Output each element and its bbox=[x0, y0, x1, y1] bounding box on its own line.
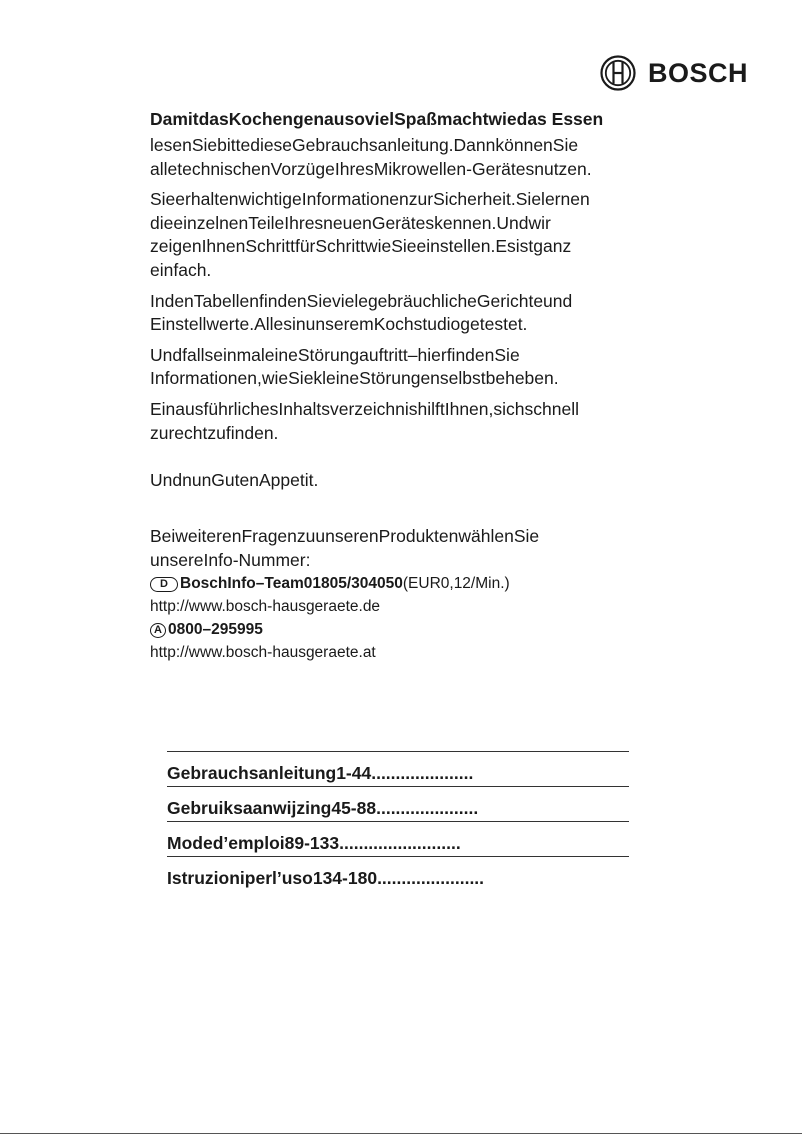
toc-entry-german[interactable]: Gebrauchsanleitung1-44..................... bbox=[167, 752, 629, 787]
intro-paragraph: IndenTabellenfindenSievielegebräuchlicheGerichteund Einstellwerte.AllesinunseremKochstudiogetestet. bbox=[150, 290, 573, 335]
closing-line: UndnunGutenAppetit. bbox=[150, 470, 319, 491]
germany-hotline-cost: (EUR0,12/Min.) bbox=[402, 575, 510, 593]
country-badge-germany: D bbox=[150, 577, 178, 592]
contact-germany-hotline bbox=[150, 572, 630, 595]
intro-paragraph: lesenSiebittedieseGebrauchsanleitung.DannkönnenSie alletechnischenVorzügeIhresMikrowellen-Gerätesnutzen. bbox=[150, 135, 592, 179]
intro-heading: DamitdasKochengenausovielSpaßmachtwiedas Essen bbox=[150, 109, 604, 129]
intro-paragraph: UndfallseinmaleineStörungauftritt–hierfindenSie Informationen,wieSiekleineStörungenselbstbeheben. bbox=[150, 344, 559, 389]
austria-hotline-number: 0800–295995 bbox=[168, 621, 263, 639]
contact-germany-url[interactable]: http://www.bosch-hausgeraete.de bbox=[150, 598, 381, 616]
bosch-armature-icon bbox=[600, 55, 636, 91]
intro-paragraph: SieerhaltenwichtigeInformationenzurSicherheit.Sielernen dieeinzelnenTeileIhresneuenGeräteskennen.Undwir zeigenIhnenSchrittfürSchrittwieSieeinstellen.Esistganz einfach. bbox=[150, 189, 590, 280]
toc-entry-dutch[interactable]: Gebruiksaanwijzing45-88..................... bbox=[167, 787, 629, 822]
brand-name: BOSCH bbox=[648, 58, 749, 88]
bosch-logo bbox=[600, 54, 748, 92]
contact-intro: BeiweiterenFragenzuunserenProduktenwählenSie unsereInfo-Nummer: bbox=[150, 526, 540, 570]
table-of-contents bbox=[167, 751, 629, 891]
toc-entry-italian[interactable]: Istruzioniperl’uso134-180...................... bbox=[167, 868, 485, 888]
contact-austria-hotline bbox=[150, 618, 630, 641]
intro-section bbox=[150, 107, 630, 664]
page-bottom-rule bbox=[0, 1133, 802, 1134]
intro-paragraph: EinausführlichesInhaltsverzeichnishilftIhnen,sichschnell zurechtzufinden. bbox=[150, 398, 579, 443]
germany-hotline-label: BoschInfo–Team01805/304050 bbox=[180, 575, 403, 593]
toc-entry-french[interactable]: Moded’emploi89-133......................... bbox=[167, 822, 629, 857]
country-badge-austria: A bbox=[150, 623, 166, 638]
contact-austria-url[interactable]: http://www.bosch-hausgeraete.at bbox=[150, 644, 376, 662]
